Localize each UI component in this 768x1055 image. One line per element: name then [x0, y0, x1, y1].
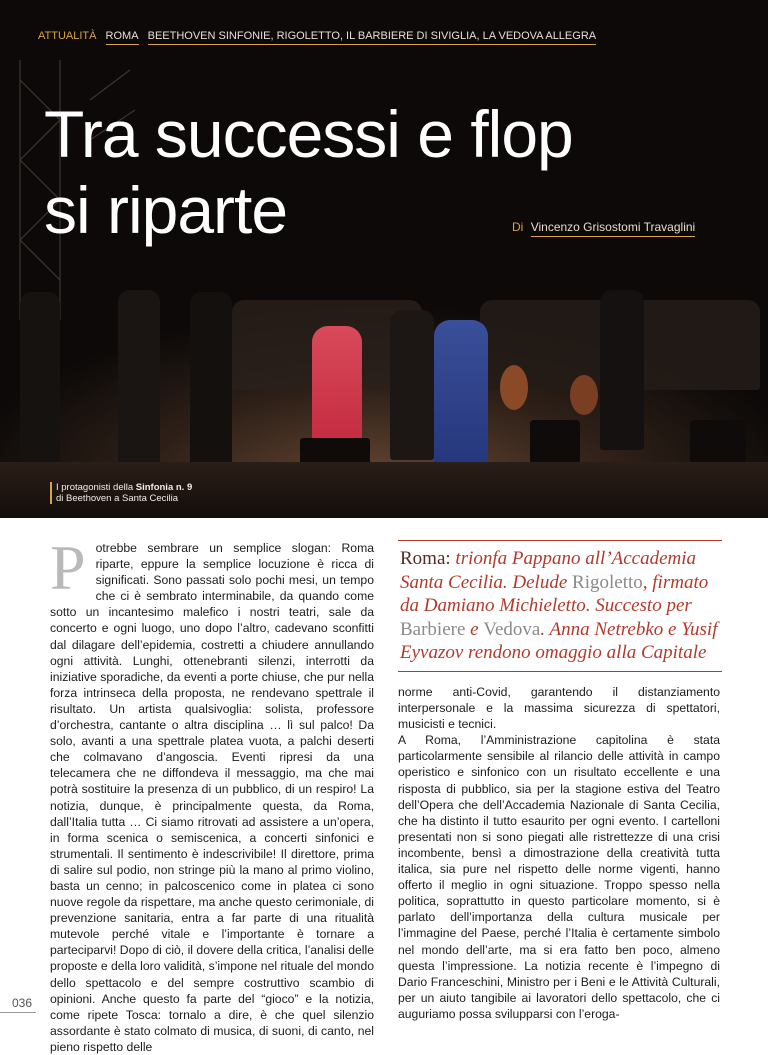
pull-quote-title: Vedova [483, 618, 541, 640]
pull-quote-title: Rigoletto [572, 571, 643, 593]
body-paragraph: norme anti-Covid, garantendo il distanziamento interpersonale e la massima sicurezza di spettatori, musicisti e tecnici. [398, 685, 720, 732]
section-header [38, 30, 602, 42]
drop-cap: P [50, 532, 86, 603]
title-line-2: si riparte [44, 173, 288, 247]
pull-quote-text: . Anna Netrebko e Yusif Eyvazov rendono omaggio alla Capitale [400, 618, 718, 663]
hero-photo [0, 0, 768, 518]
body-paragraph: A Roma, l’Amministrazione capitolina è stata particolarmente sensibile al rilancio delle attività in campo operistico e sinfonico con un risultato eccellente e una risposta di pubblico, sia per la stagione estiva del Teatro dell’Opera che dell’Accademia Nazionale di Santa Cecilia, che ha distinto il tutto esaurito per ogni evento. I cartelloni presentati non si sono piegati alle ristrettezze di una crisi incombente, bensì a dimostrazione della creatività tutta italica, sia pure nel rispetto delle norme vigenti, hanno offerto il meglio in ogni situazione. Troppo spesso nella politica, soprattutto in questo particolare momento, si è parlato dell’importanza della cultura musicale per l’immagine del Paese, perché l’Italia è certamente simbolo nel mondo dell’arte, ma si era fatto ben poco, almeno questa l’impressione. La notizia recente è l’impegno di Dario Franceschini, Ministro per i Beni e le Attività Culturali, per un aiuto tangibile ai lavoratori dello spettacolo, che ci auguriamo possa svilupparsi con l’eroga- [398, 733, 720, 1021]
pull-quote-lead: Roma: [400, 548, 451, 569]
title-line-1: Tra successi e flop [44, 97, 573, 171]
byline-prefix: Di [512, 220, 524, 234]
body-column-left [50, 532, 374, 1055]
pull-quote-title: Barbiere [400, 618, 466, 640]
topics-tag: BEETHOVEN SINFONIE, RIGOLETTO, IL BARBIERE DI SIVIGLIA, LA VEDOVA ALLEGRA [148, 30, 597, 45]
pull-quote-text: trionfa Pappano all’Accademia Santa Cecilia. Delude [400, 548, 697, 593]
category-label: ATTUALITÀ [38, 30, 97, 42]
body-text-left: otrebbe sembrare un semplice slogan: Roma riparte, eppure la semplice locuzione è ricca di significati. Sono passati solo pochi mesi, un tempo che ci è sembrato interminabile, da quando come sotto un incantesimo malefico i nostri teatri, sale da concerto e ogni luogo, uno dopo l’altro, cadevano sconfitti dal dilagare dell’epidemia, costretti a chiudere annullando ogni attività. Lunghi, ottenebranti silenzi, interrotti da iniziative sporadiche, da eventi a porte chiuse, che pur nella forza intrinseca della proposta, ne rendevano spettrale il risultato. Un artista qualsivoglia: solista, professore d’orchestra, cantante o altra disciplina … lì sul palco! Da solo, avanti a una spettrale platea vuota, a palchi deserti che colmavano d’angoscia. Eventi ripresi da una telecamera che ne diffondeva il messaggio, ma che mai potrà sostituire la presenza di un pubblico, di un respiro! La notizia, dunque, è principalmente questa, da Roma, dall’Italia tutta … Ci siamo ritrovati ad assistere a un’opera, in forma scenica o semiscenica, a concerti sinfonici e strumentali. Il sentimento è indescrivibile! Il direttore, prima di salire sul podio, non stringe più la mano al primo violino, basta un cenno; in palcoscenico come in platea ci sono nuove regole da rispettare, ma anche questo cerimoniale, di prevenzione sanitaria, entra a far parte di una ritualità mutevole perché vitale e l’importante è tornare a parteciparvi! Dopo di ciò, il dovere della critica, l’analisi delle proposte e della loro validità, s’impone nel rituale del mondo dello spettacolo e del sempre costruttivo scambio di opinioni. Anche questo fa parte del “gioco” e la notizia, come ripete Tosca: tornalo a dire, è che quel silenzio assordante è stato colmato di musica, di suoni, di canto, nel pieno rispetto delle [50, 541, 374, 1054]
byline [512, 220, 695, 234]
city-tag: ROMA [106, 30, 139, 45]
pull-quote-text: , firmato da Damiano Michieletto. Succesto per [400, 571, 709, 616]
article-title [44, 96, 573, 248]
singer-blue-dress [434, 320, 488, 474]
page-number: 036 [12, 996, 33, 1010]
caption-bold: Sinfonia n. 9 [135, 482, 193, 493]
pull-quote [398, 540, 722, 672]
caption-text-2: di Beethoven a Santa Cecilia [56, 493, 178, 504]
photo-caption [50, 482, 192, 504]
body-column-right [398, 684, 720, 1022]
pull-quote-text: e [465, 618, 484, 640]
caption-text-1: I protagonisti della [56, 482, 136, 493]
page-number-rule [0, 1012, 36, 1013]
author-name: Vincenzo Grisostomi Travaglini [531, 220, 696, 237]
